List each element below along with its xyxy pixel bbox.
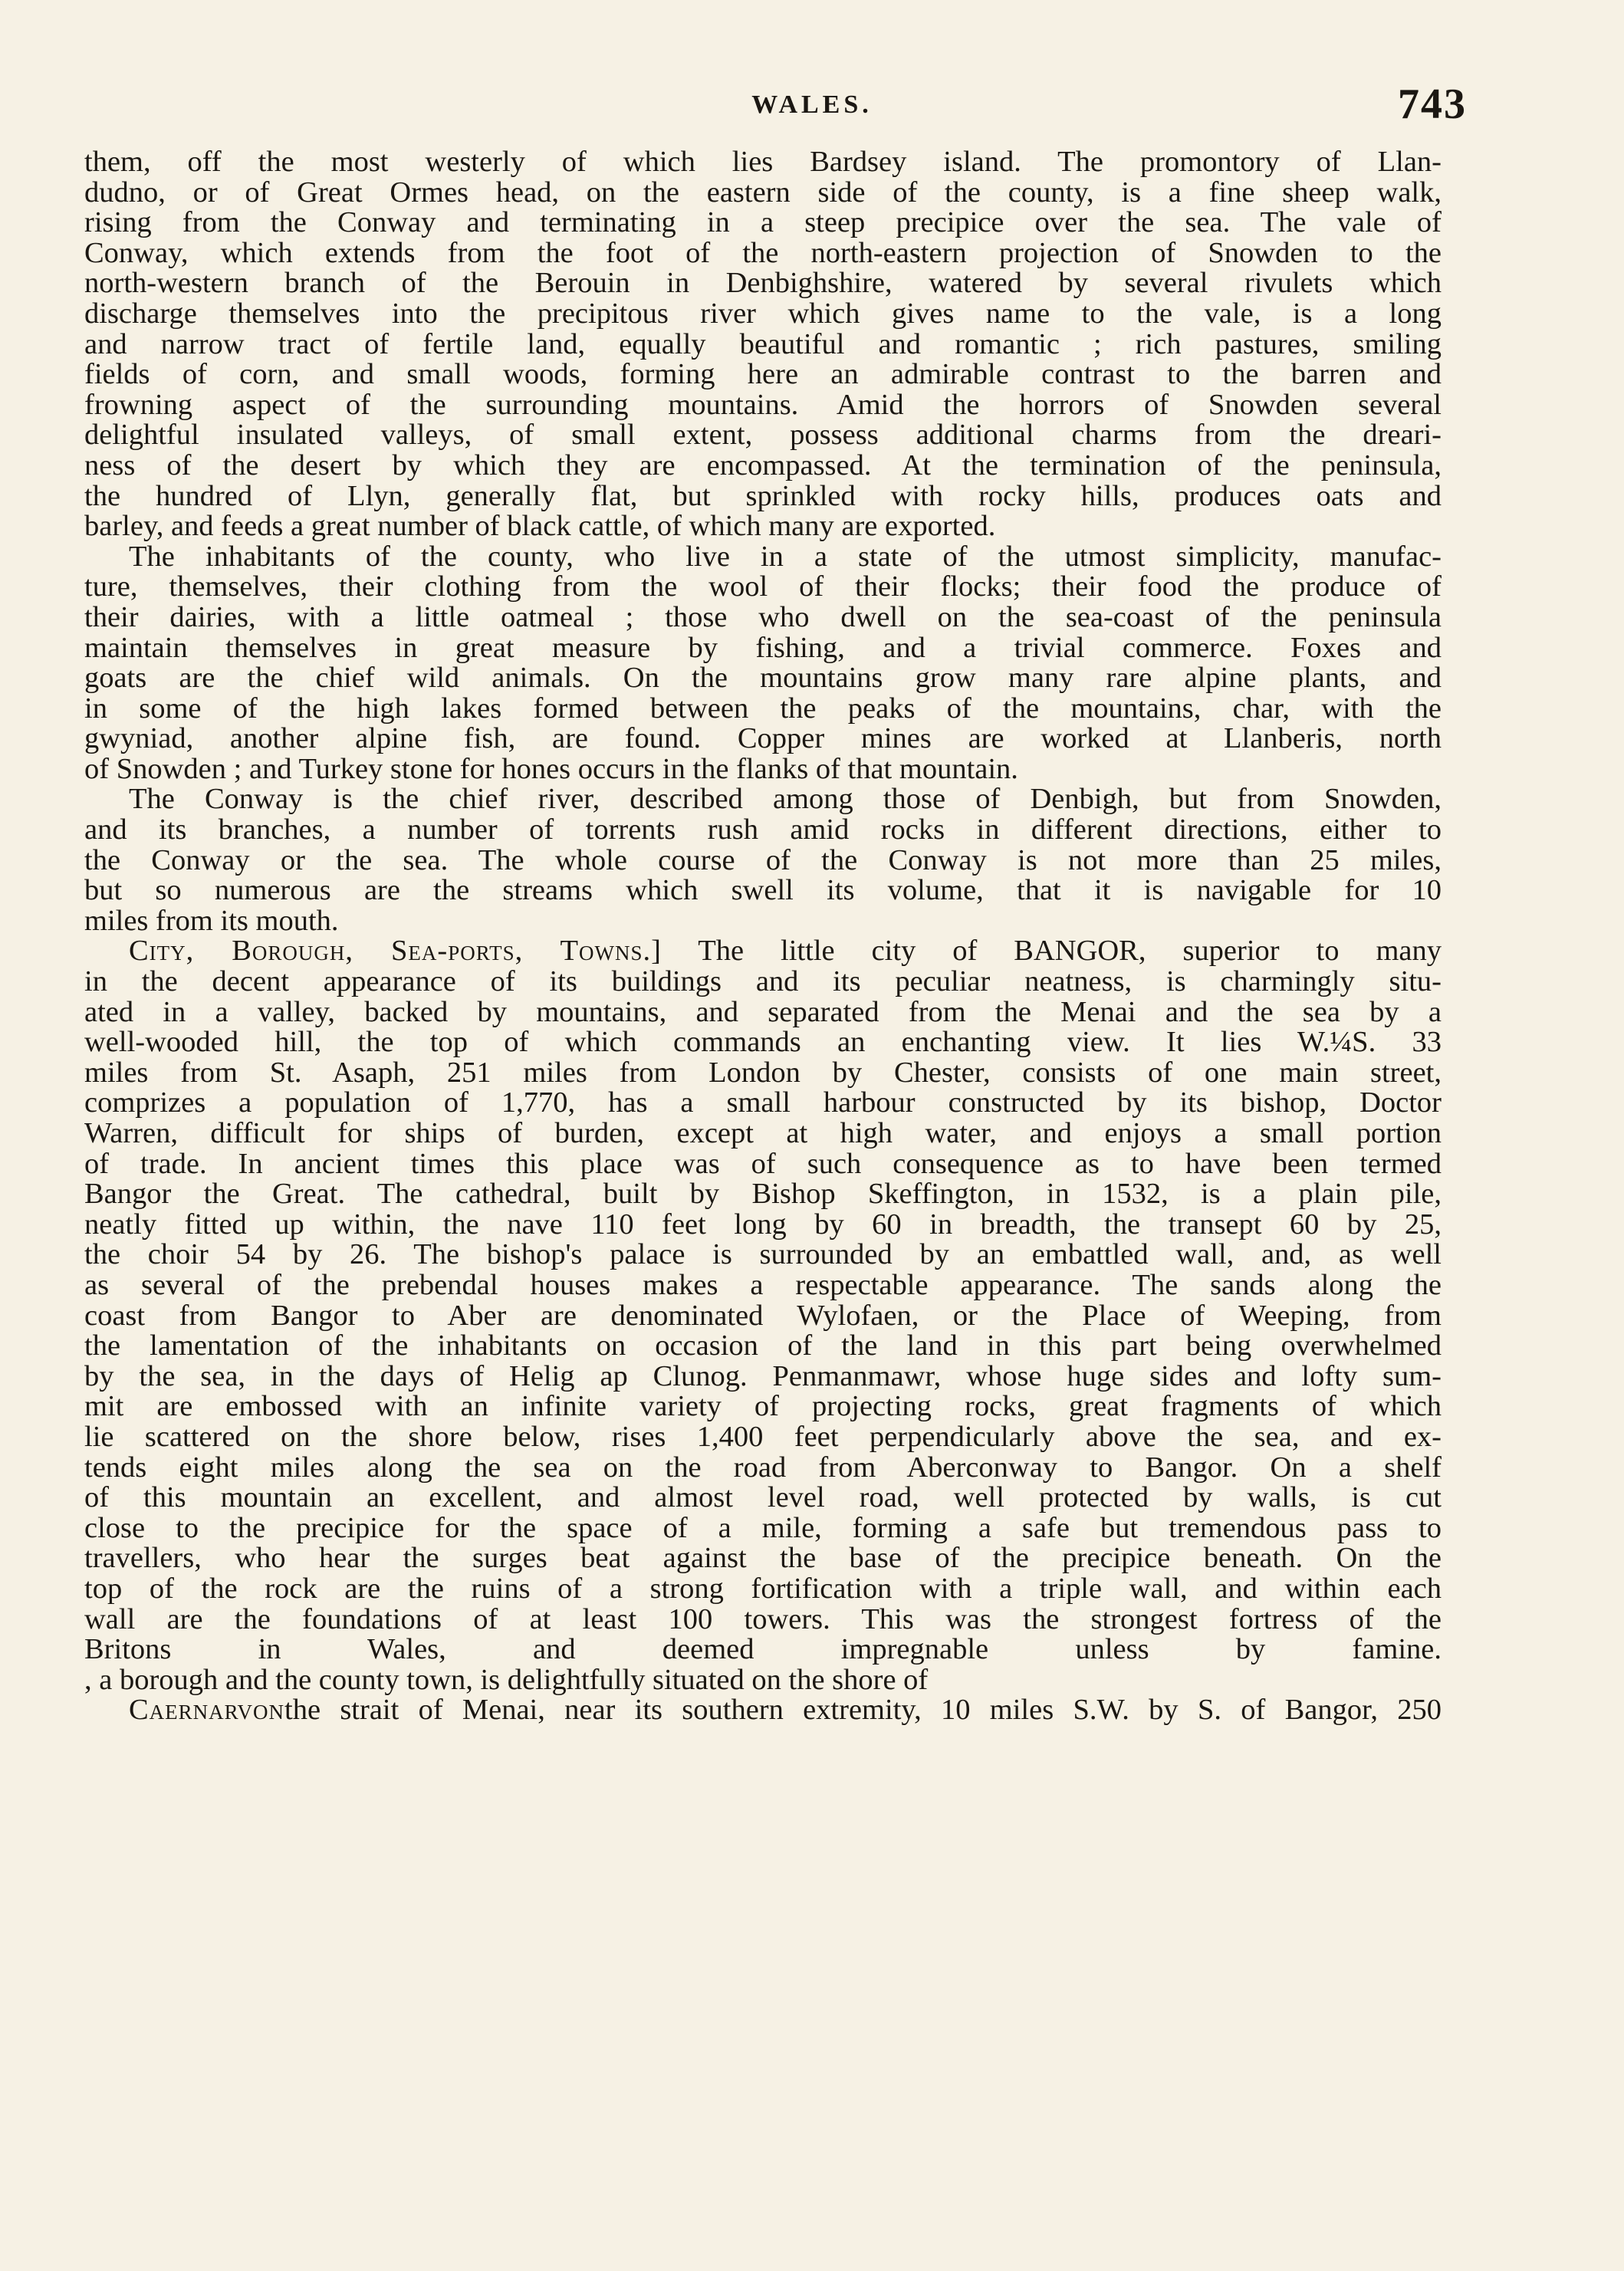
- text-line: the hundred of Llyn, generally flat, but sprinkled with rocky hills, produces oats and: [84, 479, 1442, 512]
- text-line: and its branches, a number of torrents rush amid rocks in different directions, either to: [84, 813, 1442, 846]
- text-line: as several of the prebendal houses makes a respectable appearance. The sands along the: [84, 1268, 1442, 1301]
- text-line: Bangor the Great. The cathedral, built by Bishop Skeffington, in 1532, is a plain pile,: [84, 1178, 1442, 1211]
- text-line: neatly fitted up within, the nave 110 feet long by 60 in breadth, the transept 60 by 25,: [84, 1208, 1442, 1241]
- text-line: and narrow tract of fertile land, equally beautiful and romantic ; rich pastures, smiling: [84, 327, 1442, 360]
- text-line: in some of the high lakes formed between the peaks of the mountains, char, with the: [84, 692, 1442, 725]
- section-head: City, Borough, Sea-ports, Towns.]: [129, 935, 662, 968]
- text-line: miles from St. Asaph, 251 miles from London by Chester, consists of one main street,: [84, 1056, 1442, 1089]
- text-line: The inhabitants of the county, who live in a state of the utmost simplicity, manufac-: [129, 540, 1442, 573]
- body-text: [84, 147, 1442, 1726]
- text-line: rising from the Conway and terminating in a steep precipice over the sea. The vale of: [84, 206, 1442, 239]
- text-line: frowning aspect of the surrounding mountains. Amid the horrors of Snowden several: [84, 388, 1442, 421]
- text-line: of Snowden ; and Turkey stone for hones occurs in the flanks of that mountain.: [84, 752, 1018, 785]
- text-line: mit are embossed with an infinite variety of projecting rocks, great fragments of which: [84, 1390, 1442, 1423]
- page-number: 743: [1398, 81, 1467, 128]
- text-line: gwyniad, another alpine fish, are found. Copper mines are worked at Llanberis, north: [84, 722, 1442, 755]
- text-line: north-western branch of the Berouin in Denbighshire, watered by several rivulets which: [84, 267, 1442, 300]
- running-head: WALES.: [751, 90, 873, 119]
- text-line: [84, 1695, 1442, 1726]
- text-line: The Conway is the chief river, described among those of Denbigh, but from Snowden,: [129, 783, 1442, 816]
- text-line: delightful insulated valleys, of small extent, possess additional charms from the dreari-: [84, 419, 1442, 452]
- text-line: lie scattered on the shore below, rises 1,400 feet perpendicularly above the sea, and ex-: [84, 1420, 1442, 1453]
- text-line: maintain themselves in great measure by fishing, and a trivial commerce. Foxes and: [84, 631, 1442, 664]
- text-line: ture, themselves, their clothing from the wool of their flocks; their food the produce of: [84, 570, 1442, 603]
- text-line: the Conway or the sea. The whole course of the Conway is not more than 25 miles,: [84, 843, 1442, 876]
- text-line: discharge themselves into the precipitous river which gives name to the vale, is a long: [84, 297, 1442, 330]
- text-line: travellers, who hear the surges beat against the base of the precipice beneath. On the: [84, 1542, 1442, 1575]
- text-line: ated in a valley, backed by mountains, and separated from the Menai and the sea by a: [84, 995, 1442, 1028]
- text-line: comprizes a population of 1,770, has a small harbour constructed by its bishop, Doctor: [84, 1086, 1442, 1119]
- place-name: Caernarvon: [129, 1694, 285, 1727]
- text-line: close to the precipice for the space of a mile, forming a safe but tremendous pass to: [84, 1511, 1442, 1544]
- text-line: Britons in Wales, and deemed impregnable unless by famine.: [84, 1633, 1442, 1666]
- text-line-rest: The little city of BANGOR, superior to many: [698, 935, 1442, 968]
- text-line: [84, 936, 1442, 967]
- text-line: wall are the foundations of at least 100 towers. This was the strongest fortress of the: [84, 1602, 1442, 1635]
- text-line-rest: the strait of Menai, near its southern extremity, 10 miles S.W. by S. of Bangor, 250: [284, 1694, 1442, 1727]
- text-line: in the decent appearance of its buildings and its peculiar neatness, is charmingly situ-: [84, 965, 1442, 998]
- text-line: but so numerous are the streams which swell its volume, that it is navigable for 10: [84, 874, 1442, 907]
- text-line: tends eight miles along the sea on the road from Aberconway to Bangor. On a shelf: [84, 1451, 1442, 1484]
- text-line: goats are the chief wild animals. On the mountains grow many rare alpine plants, and: [84, 662, 1442, 695]
- text-line: of this mountain an excellent, and almost level road, well protected by walls, is cut: [84, 1481, 1442, 1514]
- text-line: the choir 54 by 26. The bishop's palace is surrounded by an embattled wall, and, as well: [84, 1238, 1442, 1271]
- text-line: well-wooded hill, the top of which commands an enchanting view. It lies W.¼S. 33: [84, 1026, 1442, 1059]
- text-line: the lamentation of the inhabitants on occasion of the land in this part being overwhelmed: [84, 1329, 1442, 1362]
- text-line: top of the rock are the ruins of a strong fortification with a triple wall, and within each: [84, 1572, 1442, 1605]
- text-line: by the sea, in the days of Helig ap Clunog. Penmanmawr, whose huge sides and lofty sum-: [84, 1359, 1442, 1392]
- text-line: , a borough and the county town, is delightfully situated on the shore of: [84, 1663, 929, 1696]
- text-line: Warren, difficult for ships of burden, except at high water, and enjoys a small portion: [84, 1117, 1442, 1149]
- text-line: Conway, which extends from the foot of the north-eastern projection of Snowden to the: [84, 236, 1442, 269]
- text-line: barley, and feeds a great number of black cattle, of which many are exported.: [84, 510, 996, 543]
- text-line: fields of corn, and small woods, forming here an admirable contrast to the barren and: [84, 358, 1442, 391]
- text-line: them, off the most westerly of which lies Bardsey island. The promontory of Llan-: [84, 146, 1442, 178]
- text-line: ness of the desert by which they are encompassed. At the termination of the peninsula,: [84, 449, 1442, 481]
- text-line: their dairies, with a little oatmeal ; those who dwell on the sea-coast of the peninsula: [84, 600, 1442, 633]
- text-line: of trade. In ancient times this place was of such consequence as to have been termed: [84, 1147, 1442, 1180]
- text-line: coast from Bangor to Aber are denominated Wylofaen, or the Place of Weeping, from: [84, 1299, 1442, 1332]
- text-line: dudno, or of Great Ormes head, on the eastern side of the county, is a fine sheep walk,: [84, 176, 1442, 209]
- text-line: miles from its mouth.: [84, 904, 339, 937]
